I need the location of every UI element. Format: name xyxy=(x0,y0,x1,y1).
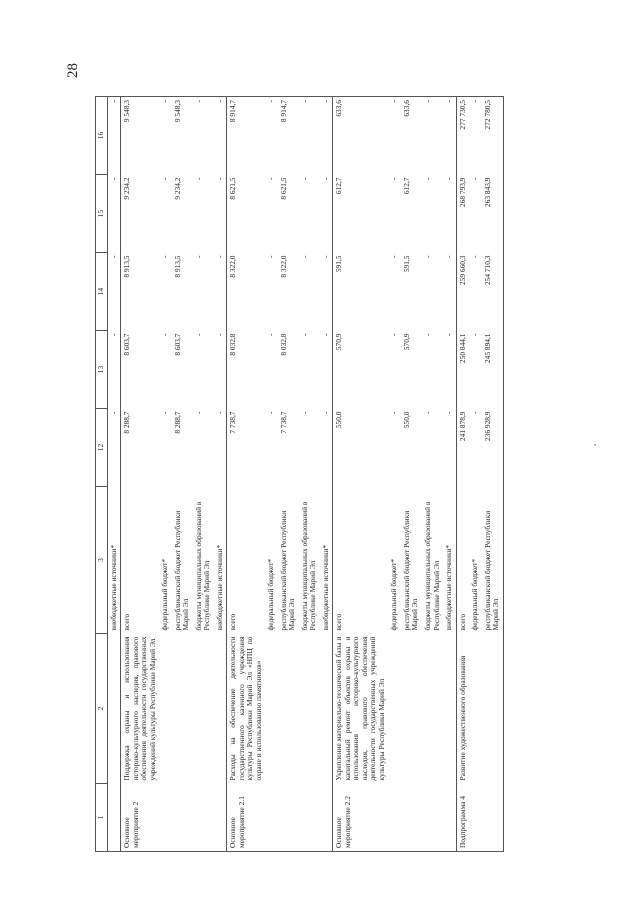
value-cell: - xyxy=(107,409,121,487)
value-cell: - xyxy=(160,255,170,258)
value-cell: - xyxy=(389,333,399,336)
value-cell: 612,7 xyxy=(401,177,411,195)
funding-source-cell: внебюджетные источники* xyxy=(214,544,224,631)
value-cell: 8 621,5 xyxy=(227,175,266,253)
table-row xyxy=(265,97,278,852)
row-title-cell xyxy=(159,634,172,784)
value-cell: 9 548,3 xyxy=(121,97,160,175)
row-status-cell xyxy=(320,784,333,852)
value-cell: 9 548,3 xyxy=(172,97,193,175)
funding-source-cell: внебюджетные источники* xyxy=(107,487,121,634)
value-cell: - xyxy=(193,97,214,175)
row-title-cell xyxy=(320,634,333,784)
row-status-cell xyxy=(159,784,172,852)
row-title-cell xyxy=(107,634,121,784)
value-cell: - xyxy=(389,177,399,180)
funding-source-cell: федеральный бюджет* xyxy=(160,558,170,631)
value-cell: - xyxy=(320,177,330,180)
value-cell: 8 322,0 xyxy=(278,255,288,278)
funding-source-cell: федеральный бюджет* xyxy=(266,558,276,631)
value-cell: - xyxy=(265,97,278,175)
value-cell: - xyxy=(266,255,276,258)
funding-source-cell: всего xyxy=(333,487,389,634)
row-title-cell xyxy=(401,634,422,784)
table-row xyxy=(456,97,469,852)
value-cell: - xyxy=(320,333,330,336)
row-title-cell xyxy=(482,634,504,784)
column-header: 3 xyxy=(96,487,108,634)
value-cell: - xyxy=(299,255,309,258)
row-title-cell xyxy=(299,634,320,784)
value-cell: - xyxy=(160,177,170,180)
table-row xyxy=(193,97,214,852)
column-header: 13 xyxy=(96,331,108,409)
funding-source-cell: внебюджетные источники* xyxy=(444,544,454,631)
row-status-cell xyxy=(193,784,214,852)
row-status-cell xyxy=(469,784,482,852)
column-header: 15 xyxy=(96,175,108,253)
row-status-cell xyxy=(278,784,299,852)
column-header: 12 xyxy=(96,409,108,487)
value-cell: - xyxy=(107,175,121,253)
value-cell: - xyxy=(422,177,432,180)
value-cell: - xyxy=(193,333,203,336)
row-title-cell xyxy=(443,634,456,784)
value-cell: - xyxy=(320,255,330,258)
table-row xyxy=(333,97,389,852)
value-cell: - xyxy=(107,253,121,331)
value-cell: 591,5 xyxy=(401,255,411,273)
value-cell: - xyxy=(160,333,170,336)
value-cell: - xyxy=(266,411,276,414)
value-cell: 9 234,2 xyxy=(121,175,160,253)
header-row xyxy=(96,97,108,852)
funding-source-cell: всего xyxy=(456,487,469,634)
funding-source-cell: республиканский бюджет Республики Марий Эл xyxy=(172,510,191,631)
value-cell: 8 032,8 xyxy=(227,331,266,409)
table-row xyxy=(422,97,443,852)
row-status-cell: Основное мероприятие 2 xyxy=(121,784,160,852)
value-cell: - xyxy=(389,255,399,258)
funding-source-cell: внебюджетные источники* xyxy=(320,544,330,631)
value-cell: 8 913,5 xyxy=(121,253,160,331)
funding-source-cell: бюджеты муниципальных образований в Республике Марий Эл xyxy=(422,501,441,631)
row-title-cell xyxy=(469,634,482,784)
table-row xyxy=(227,97,266,852)
value-cell: - xyxy=(469,97,482,175)
value-cell: - xyxy=(214,177,224,180)
value-cell: 272 780,5 xyxy=(482,97,504,175)
value-cell: - xyxy=(422,255,432,258)
row-title-cell: Укрепление материально-технической базы и капитальный ремонт объектов охраны и использования историко-культурного наследия, правового обеспечения деятельности государственных учреждений культуры Республики Марий Эл xyxy=(333,634,389,784)
row-title-cell: Развитие художественного образования xyxy=(456,634,469,784)
value-cell: 612,7 xyxy=(333,175,389,253)
column-header: 14 xyxy=(96,253,108,331)
budget-table xyxy=(95,96,504,852)
row-status-cell xyxy=(388,784,401,852)
value-cell: - xyxy=(214,411,224,414)
funding-source-cell: республиканский бюджет Республики Марий Эл xyxy=(482,487,504,634)
funding-source-cell: всего xyxy=(121,487,160,634)
value-cell: 268 793,9 xyxy=(456,175,469,253)
value-cell: - xyxy=(299,97,320,175)
funding-source-cell: бюджеты муниципальных образований в Республике Марий Эл xyxy=(193,501,212,631)
value-cell: - xyxy=(444,333,454,336)
value-cell: - xyxy=(193,411,203,414)
table-row xyxy=(401,97,422,852)
value-cell: 245 894,1 xyxy=(482,331,504,409)
table-row xyxy=(159,97,172,852)
row-status-cell: Основное мероприятие 2.1 xyxy=(227,784,266,852)
row-status-cell xyxy=(107,784,121,852)
rotated-table-wrapper xyxy=(95,97,605,852)
value-cell: - xyxy=(266,177,276,180)
value-cell: 570,9 xyxy=(401,333,411,351)
row-status-cell xyxy=(401,784,422,852)
value-cell: - xyxy=(444,177,454,180)
table-row xyxy=(299,97,320,852)
funding-source-cell: бюджеты муниципальных образований в Республике Марий Эл xyxy=(299,501,318,631)
row-status-cell: Основное мероприятие 2.2 xyxy=(333,784,389,852)
row-status-cell xyxy=(482,784,504,852)
row-title-cell xyxy=(172,634,193,784)
value-cell: - xyxy=(107,97,121,175)
value-cell: - xyxy=(159,97,172,175)
value-cell: 7 738,7 xyxy=(278,411,288,434)
funding-source-cell: федеральный бюджет* xyxy=(470,558,480,631)
value-cell: - xyxy=(470,177,480,180)
value-cell: 241 878,9 xyxy=(456,409,469,487)
table-row xyxy=(107,97,121,852)
table-row xyxy=(320,97,333,852)
row-status-cell: Подпрограмма 4 xyxy=(456,784,469,852)
row-title-cell: Поддержка охраны и использования историко-культурного наследия, правового обеспечения деятельности государственных учреждений культуры Республики Марий Эл xyxy=(121,634,160,784)
table-row xyxy=(214,97,227,852)
value-cell: 250 844,1 xyxy=(456,331,469,409)
row-title-cell xyxy=(422,634,443,784)
value-cell: - xyxy=(160,411,170,414)
value-cell: - xyxy=(470,255,480,258)
row-title-cell xyxy=(278,634,299,784)
value-cell: 8 603,7 xyxy=(172,333,182,356)
value-cell: - xyxy=(320,97,333,175)
value-cell: - xyxy=(470,333,480,336)
funding-source-cell: федеральный бюджет* xyxy=(389,558,399,631)
value-cell: 277 730,5 xyxy=(456,97,469,175)
funding-source-cell: всего xyxy=(227,487,266,634)
value-cell: - xyxy=(193,177,203,180)
table-row xyxy=(121,97,160,852)
table-body xyxy=(107,97,503,852)
row-status-cell xyxy=(214,784,227,852)
value-cell: - xyxy=(266,333,276,336)
value-cell: 8 914,7 xyxy=(227,97,266,175)
value-cell: 8 288,7 xyxy=(172,411,182,434)
value-cell: 259 660,3 xyxy=(456,253,469,331)
value-cell: 8 913,5 xyxy=(172,255,182,278)
row-title-cell xyxy=(265,634,278,784)
row-status-cell xyxy=(443,784,456,852)
table-row xyxy=(443,97,456,852)
table-row xyxy=(482,97,504,852)
value-cell: - xyxy=(443,97,456,175)
value-cell: - xyxy=(299,333,309,336)
value-cell: - xyxy=(214,97,227,175)
funding-source-cell: республиканский бюджет Республики Марий Эл xyxy=(401,510,420,631)
value-cell: - xyxy=(470,411,480,414)
value-cell: 570,9 xyxy=(333,331,389,409)
value-cell: 8 914,7 xyxy=(278,97,299,175)
table-row xyxy=(469,97,482,852)
value-cell: - xyxy=(107,331,121,409)
row-status-cell xyxy=(265,784,278,852)
funding-source-cell: республиканский бюджет Республики Марий Эл xyxy=(278,510,297,631)
value-cell: 591,5 xyxy=(333,253,389,331)
value-cell: 8 603,7 xyxy=(121,331,160,409)
column-header: 16 xyxy=(96,97,108,175)
row-status-cell xyxy=(172,784,193,852)
row-status-cell xyxy=(299,784,320,852)
value-cell: - xyxy=(388,97,401,175)
value-cell: 633,6 xyxy=(333,97,389,175)
value-cell: 633,6 xyxy=(401,97,422,175)
value-cell: - xyxy=(422,97,443,175)
value-cell: 8 032,8 xyxy=(278,333,288,356)
row-title-cell xyxy=(388,634,401,784)
value-cell: 7 738,7 xyxy=(227,409,266,487)
row-title-cell xyxy=(193,634,214,784)
row-title-cell xyxy=(214,634,227,784)
value-cell: - xyxy=(444,411,454,414)
value-cell: 550,0 xyxy=(333,409,389,487)
value-cell: - xyxy=(389,411,399,414)
value-cell: - xyxy=(299,411,309,414)
scan-speck xyxy=(594,444,596,446)
table-row xyxy=(278,97,299,852)
row-title-cell: Расходы на обеспечение деятельности государственного казенного учреждения культуры Республики Марий Эл «НПЦ по охране и использованию памятников» xyxy=(227,634,266,784)
value-cell: - xyxy=(299,177,309,180)
value-cell: - xyxy=(193,255,203,258)
value-cell: - xyxy=(214,255,224,258)
row-status-cell xyxy=(422,784,443,852)
value-cell: - xyxy=(320,411,330,414)
table-row xyxy=(388,97,401,852)
value-cell: - xyxy=(422,411,432,414)
page-number: 28 xyxy=(65,63,81,78)
value-cell: 8 322,0 xyxy=(227,253,266,331)
value-cell: 236 928,9 xyxy=(482,409,504,487)
value-cell: 8 621,5 xyxy=(278,177,288,200)
value-cell: 263 843,9 xyxy=(482,175,504,253)
value-cell: - xyxy=(214,333,224,336)
value-cell: 550,0 xyxy=(401,411,411,429)
value-cell: - xyxy=(444,255,454,258)
value-cell: 8 288,7 xyxy=(121,409,160,487)
value-cell: 254 710,3 xyxy=(482,253,504,331)
column-header: 2 xyxy=(96,634,108,784)
column-header: 1 xyxy=(96,784,108,852)
table-row xyxy=(172,97,193,852)
value-cell: 9 234,2 xyxy=(172,177,182,200)
value-cell: - xyxy=(422,333,432,336)
